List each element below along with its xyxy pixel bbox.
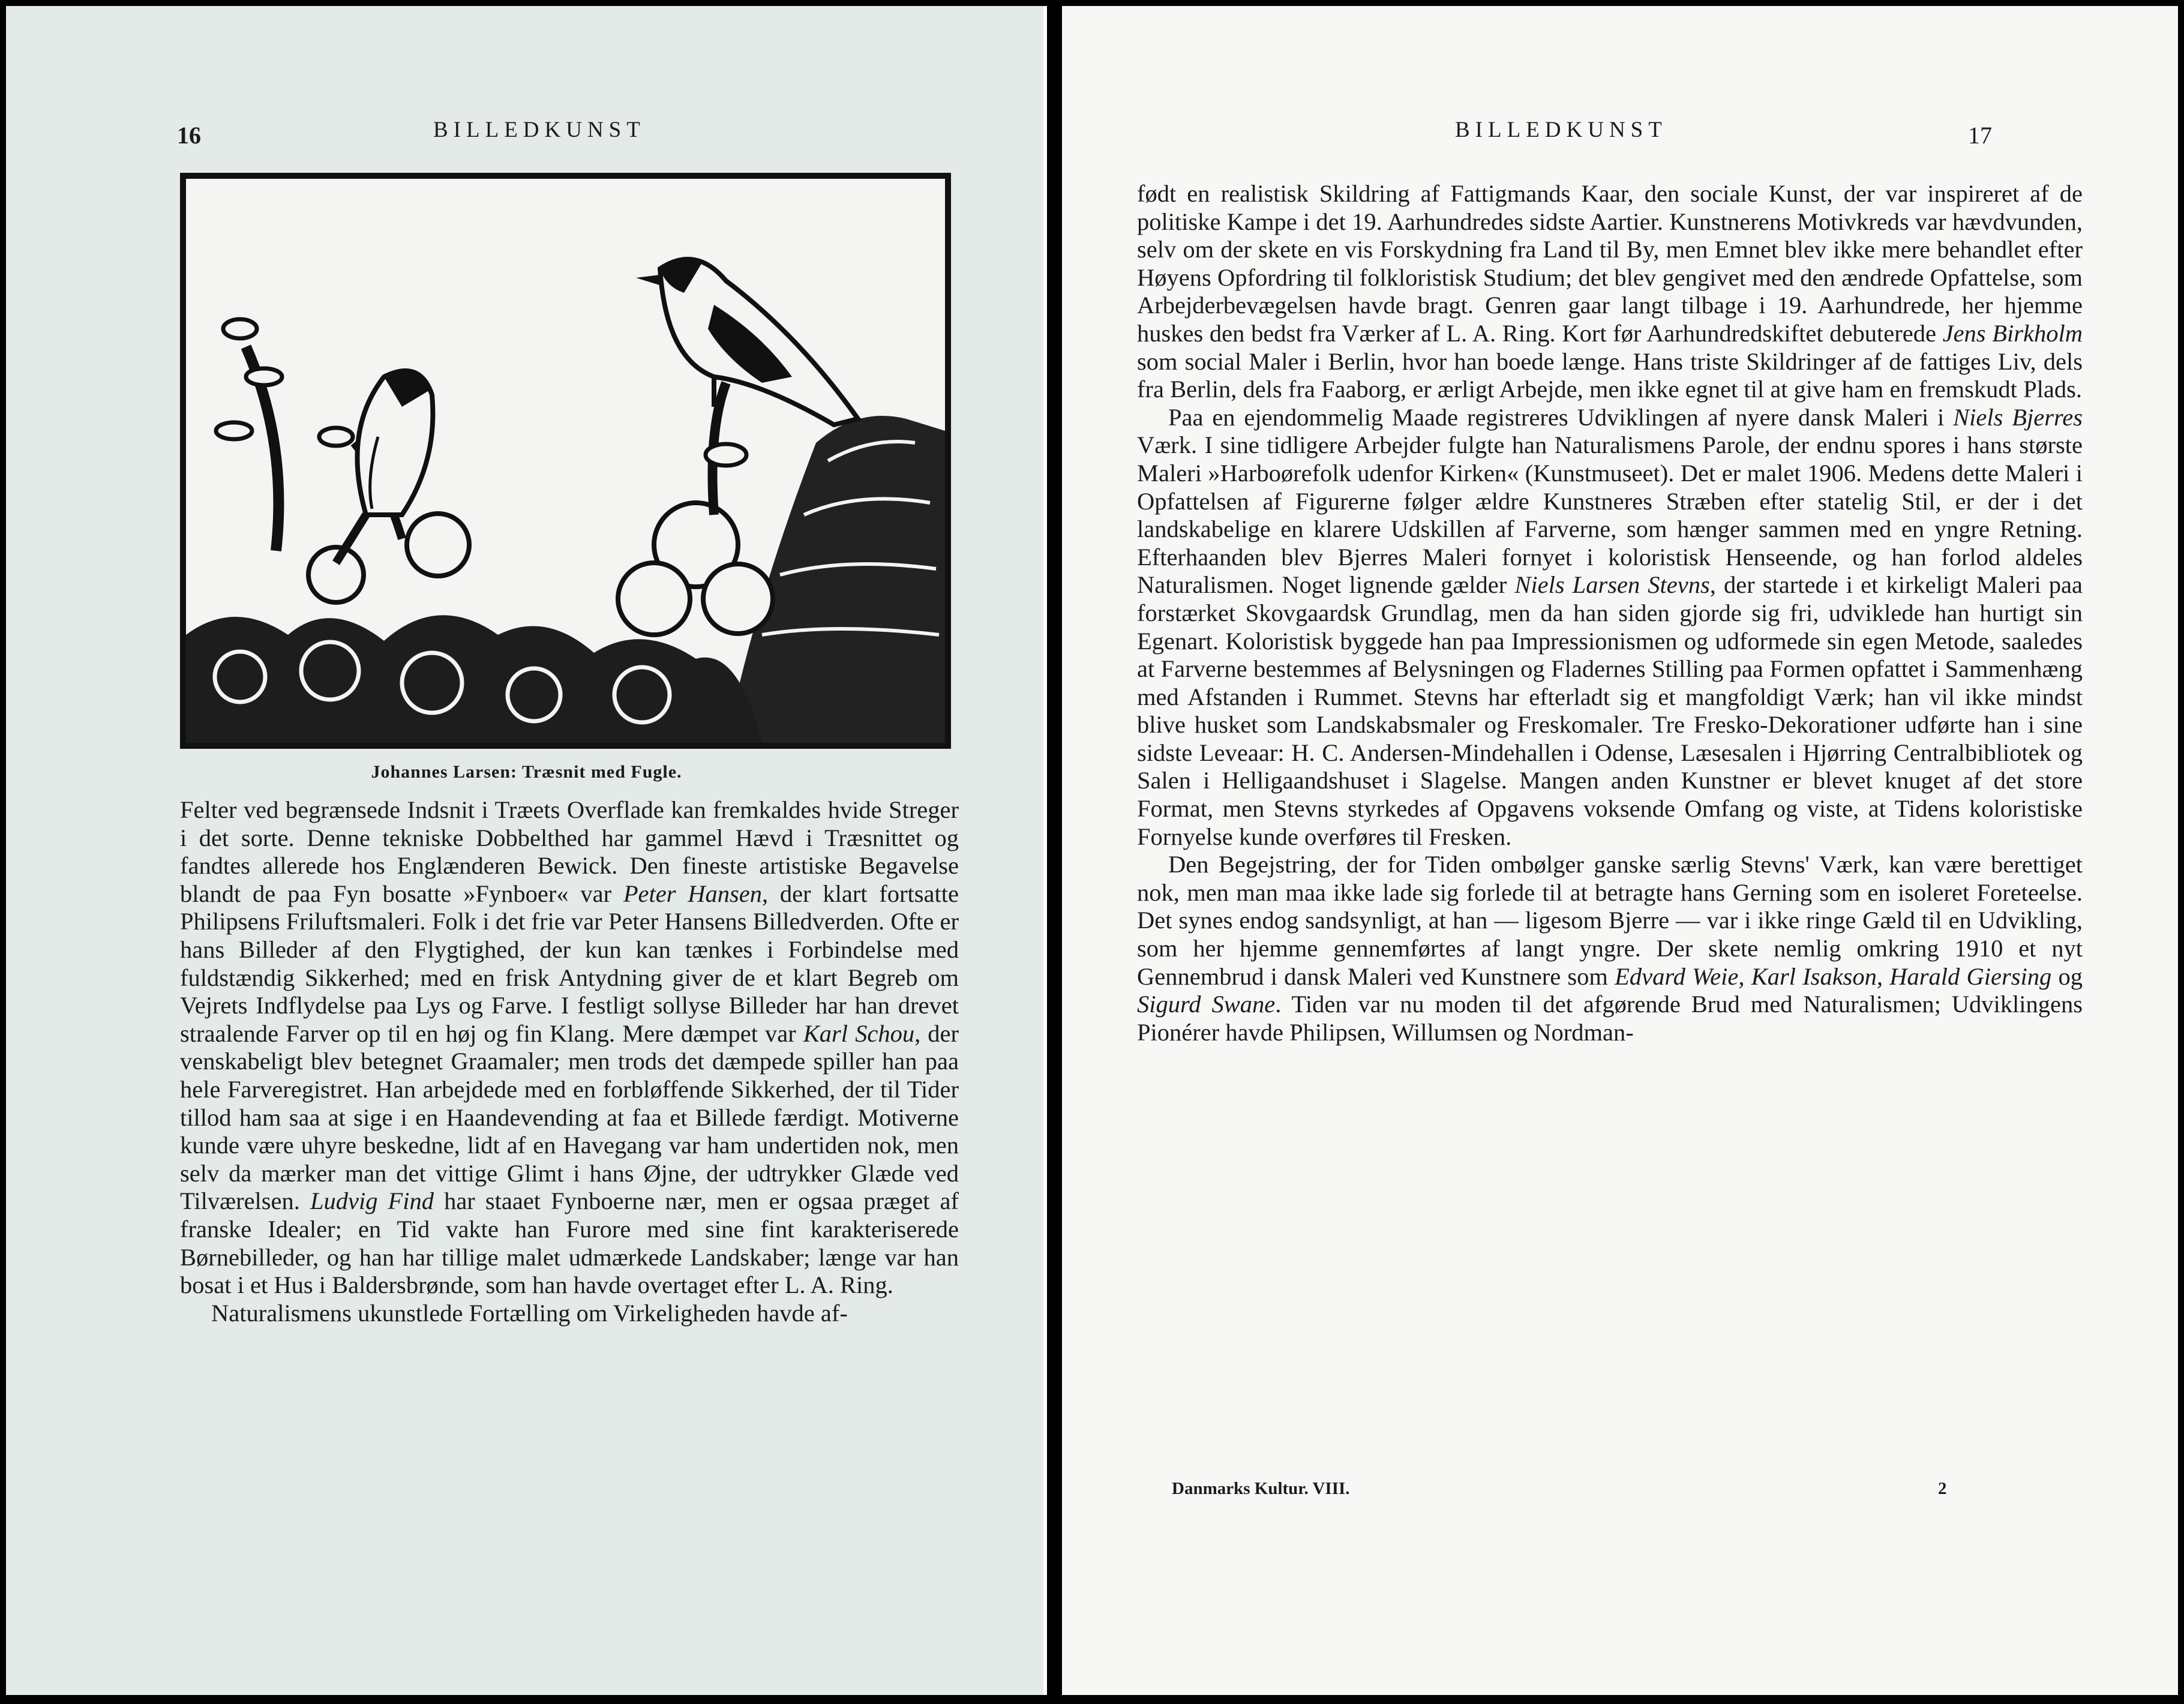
running-head-left: BILLEDKUNST (433, 118, 646, 142)
paragraph: Naturalismens ukunstlede Fortælling om Virkeligheden havde af- (211, 1299, 848, 1327)
page-number-right: 17 (1968, 122, 1992, 149)
paragraph: Den Begejstring, der for Tiden ombølger ganske særlig Stevns' Værk, kan være berettiget nok, men man maa ikke lade sig forlede til at betragte hans Gerning som en isoleret Foreteelse. Det synes endog sandsynligt, at han — ligesom Bjerre — var i ikke ringe Gæld til en Udvikling, som her hjemme gennemførtes af langt yngre. Der skete nemlig omkring 1910 et nyt Gennembrud i dansk Maleri ved Kunstnere som Edvard Weie, Karl Isakson, Harald Giersing og Sigurd Swane. Tiden var nu moden til det afgørende Brud med Naturalismen; Udviklingens Pionérer havde Philipsen, Willumsen og Nordman- (1137, 851, 2083, 1046)
woodcut-illustration (180, 173, 951, 749)
right-body-text (1137, 180, 2083, 1046)
page-edge-left (1043, 6, 1047, 1695)
left-body-text (180, 796, 959, 1327)
figure-caption: Johannes Larsen: Træsnit med Fugle. (371, 762, 682, 782)
paragraph: født en realistisk Skildring af Fattigmands Kaar, den sociale Kunst, der var inspireret af de politiske Kampe i det 19. Aarhundredes sidste Aartier. Kunstnerens Motivkreds var hævdvunden, selv om der skete en vis Forskydning fra Land til By, men Emnet blev ikke mere behandlet efter Høyens Opfordring til folkloristisk Studium; det blev gengivet med den ændrede Opfattelse, som Arbejderbevægelsen havde bragt. Genren gaar langt tilbage i 19. Aarhundrede, her hjemme huskes den bedst fra Værker af L. A. Ring. Kort før Aarhundredskiftet debuterede Jens Birkholm som social Maler i Berlin, hvor han boede længe. Hans triste Skildringer af de fattiges Liv, dels fra Berlin, dels fra Faaborg, er ærligt Arbejde, men ikke egnet til at give ham en fremskudt Plads. (1137, 180, 2083, 403)
page-number-left: 16 (177, 122, 201, 149)
footer-signature-number: 2 (1938, 1479, 1947, 1498)
running-head-right: BILLEDKUNST (1455, 118, 1667, 142)
right-page (1062, 6, 2178, 1695)
paragraph: Paa en ejendommelig Maade registreres Udviklingen af nyere dansk Maleri i Niels Bjerres Værk. I sine tidligere Arbejder fulgte han Naturalismens Parole, der endnu spores i hans største Maleri »Harboørefolk udenfor Kirken« (Kunstmuseet). Det er malet 1906. Medens dette Maleri i Opfattelsen af Figurerne følger ældre Kunstneres Stræben efter statelig Stil, er der i det landskabelige en klarere Udskillen af Farverne, som hænger sammen med en yngre Retning. Efterhaanden blev Bjerres Maleri fornyet i koloristisk Henseende, og han forlod aldeles Naturalismen. Noget lignende gælder Niels Larsen Stevns, der startede i et kirkeligt Maleri paa forstærket Skovgaardsk Grundlag, men da han siden gjorde sig fri, udviklede han hurtigt sin Egenart. Koloristisk byggede han paa Impressionismen og udformede sin egen Metode, saaledes at Farverne bestemmes af Belysningen og Fladernes Stilling paa Formen opfattet i Sammenhæng med Afstanden i Rummet. Stevns har efterladt sig et mangfoldigt Værk; han vil ikke mindst blive husket som Landskabsmaler og Freskomaler. Tre Fresko-Dekorationer udførte han i sine sidste Leveaar: H. C. Andersen-Mindehallen i Odense, Læsesalen i Hjørring Centralbibliotek og Salen i Helligaandshuset i Slagelse. Mangen anden Kunstner er blevet knuget af det store Format, men Stevns styrkedes af Opgavens voksende Omfang og viste, at Tidens koloristiske Fornyelse kunde overføres til Fresken. (1137, 403, 2083, 850)
paragraph: Felter ved begrænsede Indsnit i Træets Overflade kan fremkaldes hvide Streger i det sorte. Denne tekniske Dobbelthed har gammel Hævd i Træsnittet og fandtes allerede hos Englænderen Bewick. Den fineste artistiske Begavelse blandt de paa Fyn bosatte »Fynboer« var Peter Hansen, der klart fortsatte Philipsens Friluftsmaleri. Folk i det frie var Peter Hansens Billedverden. Ofte er hans Billeder af den Flygtighed, der kun kan tænkes i Forbindelse med fuldstændig Sikkerhed; med en frisk Antydning giver de et klart Begreb om Vejrets Indflydelse paa Lys og Farve. I festligt sollyse Billeder har han drevet straalende Farver op til en høj og fin Klang. Mere dæmpet var Karl Schou, der venskabeligt blev betegnet Graamaler; men trods det dæmpede spiller han paa hele Farveregistret. Han arbejdede med en forbløffende Sikkerhed, der til Tider tillod ham saa at sige i en Haandevending at faa et Billede færdigt. Motiverne kunde være uhyre beskedne, lidt af en Havegang var ham undertiden nok, men selv da mærker man det vittige Glimt i hans Øjne, der udtrykker Glæde ved Tilværelsen. Ludvig Find har staaet Fynboerne nær, men er ogsaa præget af franske Idealer; en Tid vakte han Furore med sine fint karakteriserede Børnebilleder, og han har tillige malet udmærkede Landskaber; længe var han bosat i et Hus i Baldersbrønde, som han havde overtaget efter L. A. Ring. (180, 796, 959, 1299)
left-page (6, 6, 1047, 1695)
footer-publication: Danmarks Kultur. VIII. (1172, 1479, 1350, 1498)
birds-woodcut-image (186, 179, 945, 743)
